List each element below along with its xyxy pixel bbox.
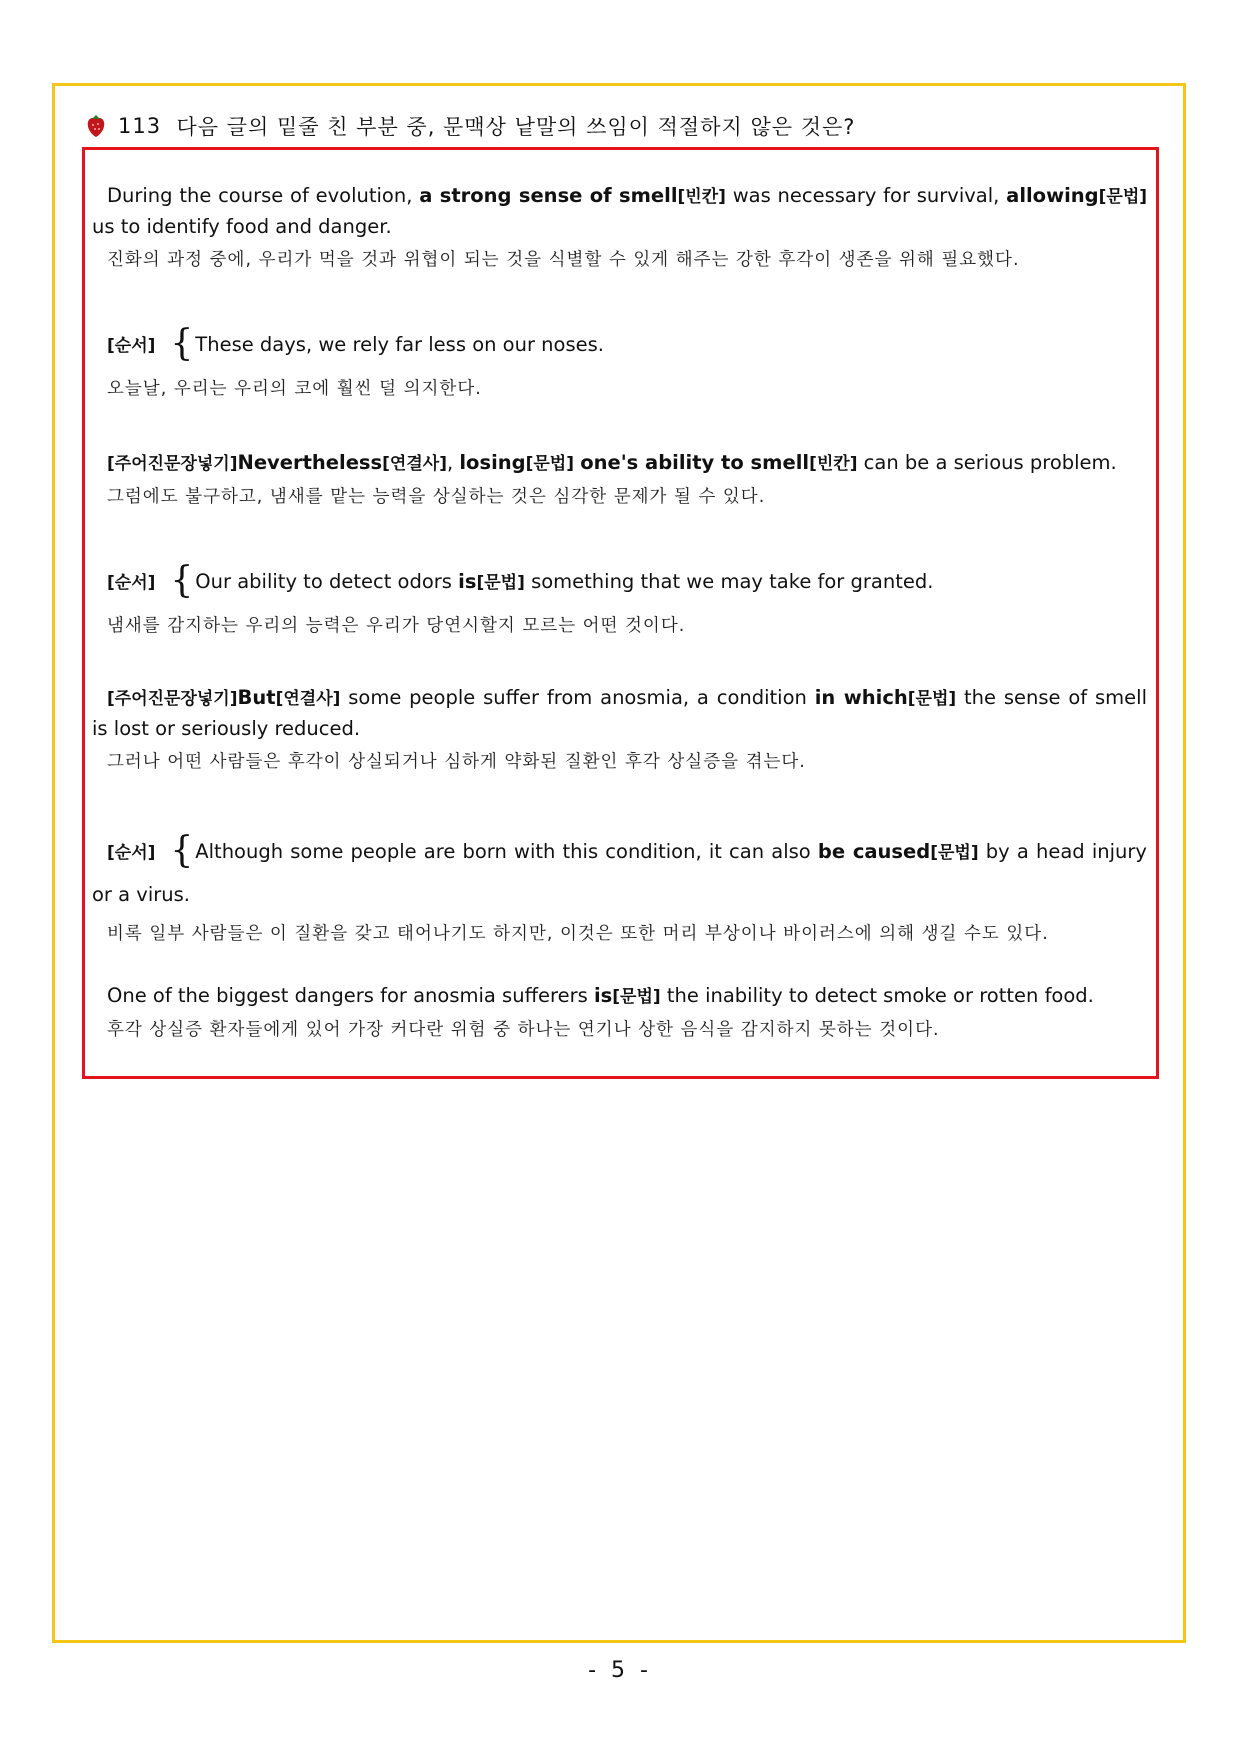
question-title: [86, 110, 855, 142]
sentence-5-korean: 그러나 어떤 사람들은 후각이 상실되거나 심하게 약화된 질환인 후각 상실증을 겪는다.: [107, 752, 806, 772]
strawberry-icon: [86, 114, 106, 138]
sentence-4-english: [순서] { Our ability to detect odors is[문법] something that we may take for granted.: [107, 560, 934, 601]
sentence-1: [92, 181, 1147, 274]
sentence-7: [92, 981, 1147, 1044]
sentence-6-english: [순서] { Although some people are born with this condition, it can also be caused[문법] by a head injury or a virus.: [92, 830, 1147, 906]
sentence-7-korean: 후각 상실증 환자들에게 있어 가장 커다란 위험 중 하나는 연기나 상한 음식을 감지하지 못하는 것이다.: [107, 1020, 940, 1040]
question-text: 다음 글의 밑줄 친 부분 중, 문맥상 낱말의 쓰임이 적절하지 않은 것은?: [176, 115, 856, 139]
sentence-2-english: [순서] { These days, we rely far less on our noses.: [107, 323, 604, 364]
sentence-5: [92, 683, 1147, 776]
sentence-3: [92, 448, 1147, 511]
sentence-3-korean: 그럼에도 불구하고, 냄새를 맡는 능력을 상실하는 것은 심각한 문제가 될 수 있다.: [107, 487, 766, 507]
sentence-3-english: [주어진문장넣기]Nevertheless[연결사], losing[문법] one's ability to smell[빈칸] can be a serious problem.: [107, 451, 1117, 474]
sentence-4-korean: 냄새를 감지하는 우리의 능력은 우리가 당연시할지 모르는 어떤 것이다.: [107, 616, 686, 636]
order-tag: [순서]: [107, 336, 156, 356]
sentence-6: [92, 831, 1147, 948]
insert-tag: [주어진문장넣기]: [107, 454, 238, 474]
sentence-6-korean: 비록 일부 사람들은 이 질환을 갖고 태어나기도 하지만, 이것은 또한 머리 부상이나 바이러스에 의해 생길 수도 있다.: [107, 924, 1049, 944]
sentence-1-korean: 진화의 과정 중에, 우리가 먹을 것과 위협이 되는 것을 식별할 수 있게 해주는 강한 후각이 생존을 위해 필요했다.: [107, 250, 1020, 270]
sentence-1-english: During the course of evolution, a strong sense of smell[빈칸] was necessary for survival, allowing[문법] us to identify food and danger.: [92, 184, 1148, 238]
page-number: - 5 -: [588, 1658, 652, 1683]
sentence-5-english: [주어진문장넣기]But[연결사] some people suffer from anosmia, a condition in which[문법] the sense of smell is lost or seriously reduced.: [92, 686, 1147, 740]
sentence-2: [92, 323, 1147, 403]
sentence-4: [92, 560, 1147, 640]
sentence-7-english: One of the biggest dangers for anosmia sufferers is[문법] the inability to detect smoke or rotten food.: [107, 984, 1094, 1007]
sentence-2-korean: 오늘날, 우리는 우리의 코에 훨씬 덜 의지한다.: [107, 379, 482, 399]
question-number: 113: [118, 114, 162, 138]
